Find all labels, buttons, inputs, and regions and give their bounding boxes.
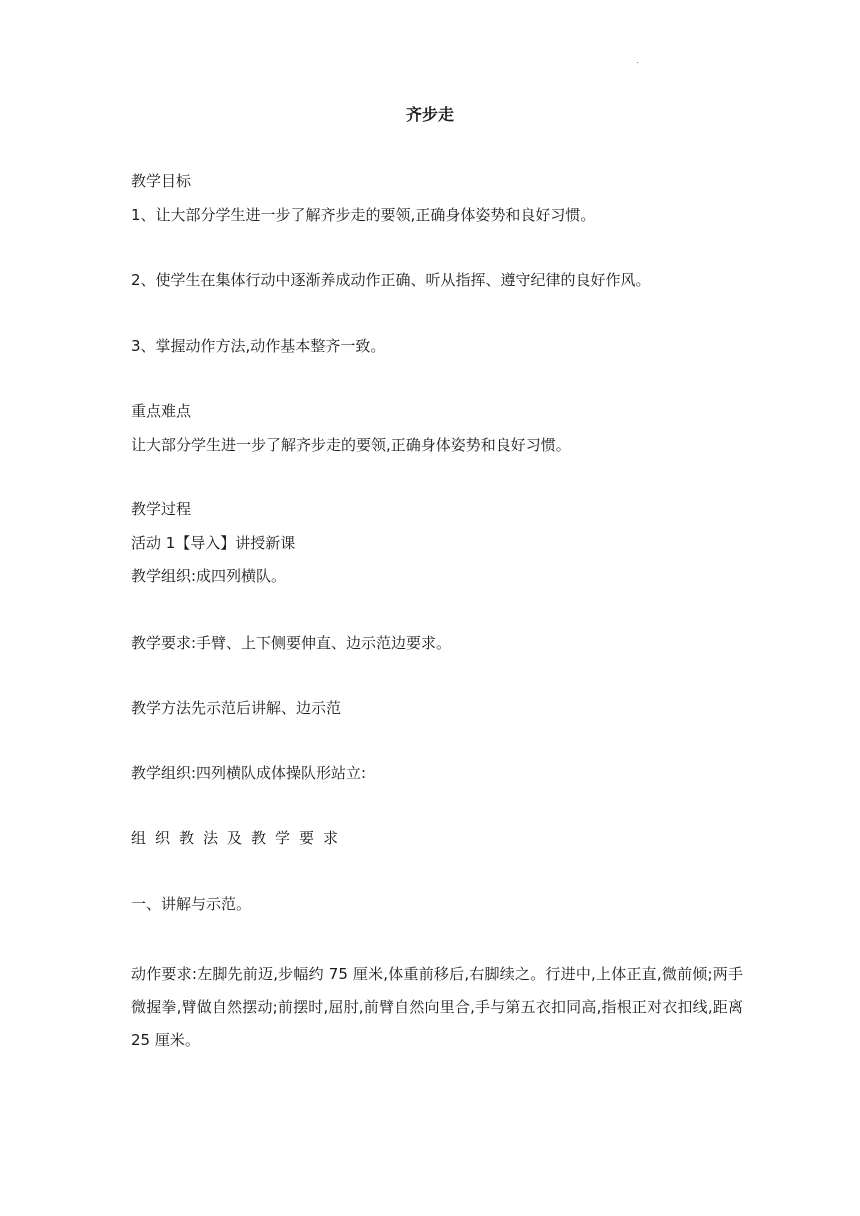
requirement-1: 教学要求:手臂、上下侧要伸直、边示范边要求。 <box>131 634 452 652</box>
action-requirement-paragraph: 动作要求:左脚先前迈,步幅约 75 厘米,体重前移后,右脚续之。行进中,上体正直,微前倾;两手微握拳,臂做自然摆动;前摆时,屈肘,前臂自然向里合,手与第五衣扣同高,指根正对衣扣线,距离 25 厘米。 <box>131 965 743 1049</box>
activity-1: 活动 1【导入】讲授新课 <box>131 534 296 552</box>
section-one: 一、讲解与示范。 <box>131 895 252 913</box>
document-title: 齐步走 <box>405 105 454 124</box>
objective-2: 2、使学生在集体行动中逐渐养成动作正确、听从指挥、遵守纪律的良好作风。 <box>131 271 651 289</box>
method-1: 教学方法先示范后讲解、边示范 <box>131 699 342 717</box>
objective-1: 1、让大部分学生进一步了解齐步走的要领,正确身体姿势和良好习惯。 <box>131 206 596 224</box>
keypoints-text: 让大部分学生进一步了解齐步走的要领,正确身体姿势和良好习惯。 <box>131 436 571 454</box>
page-mark: . <box>636 56 639 65</box>
objective-3: 3、掌握动作方法,动作基本整齐一致。 <box>131 337 386 355</box>
organization-1: 教学组织:成四列横队。 <box>131 567 287 585</box>
organization-2: 教学组织:四列横队成体操队形站立: <box>131 764 367 782</box>
section-header: 组织教法及教学要求 <box>131 829 348 847</box>
keypoints-heading: 重点难点 <box>131 402 192 420</box>
process-heading: 教学过程 <box>131 500 192 518</box>
objectives-heading: 教学目标 <box>131 172 192 190</box>
